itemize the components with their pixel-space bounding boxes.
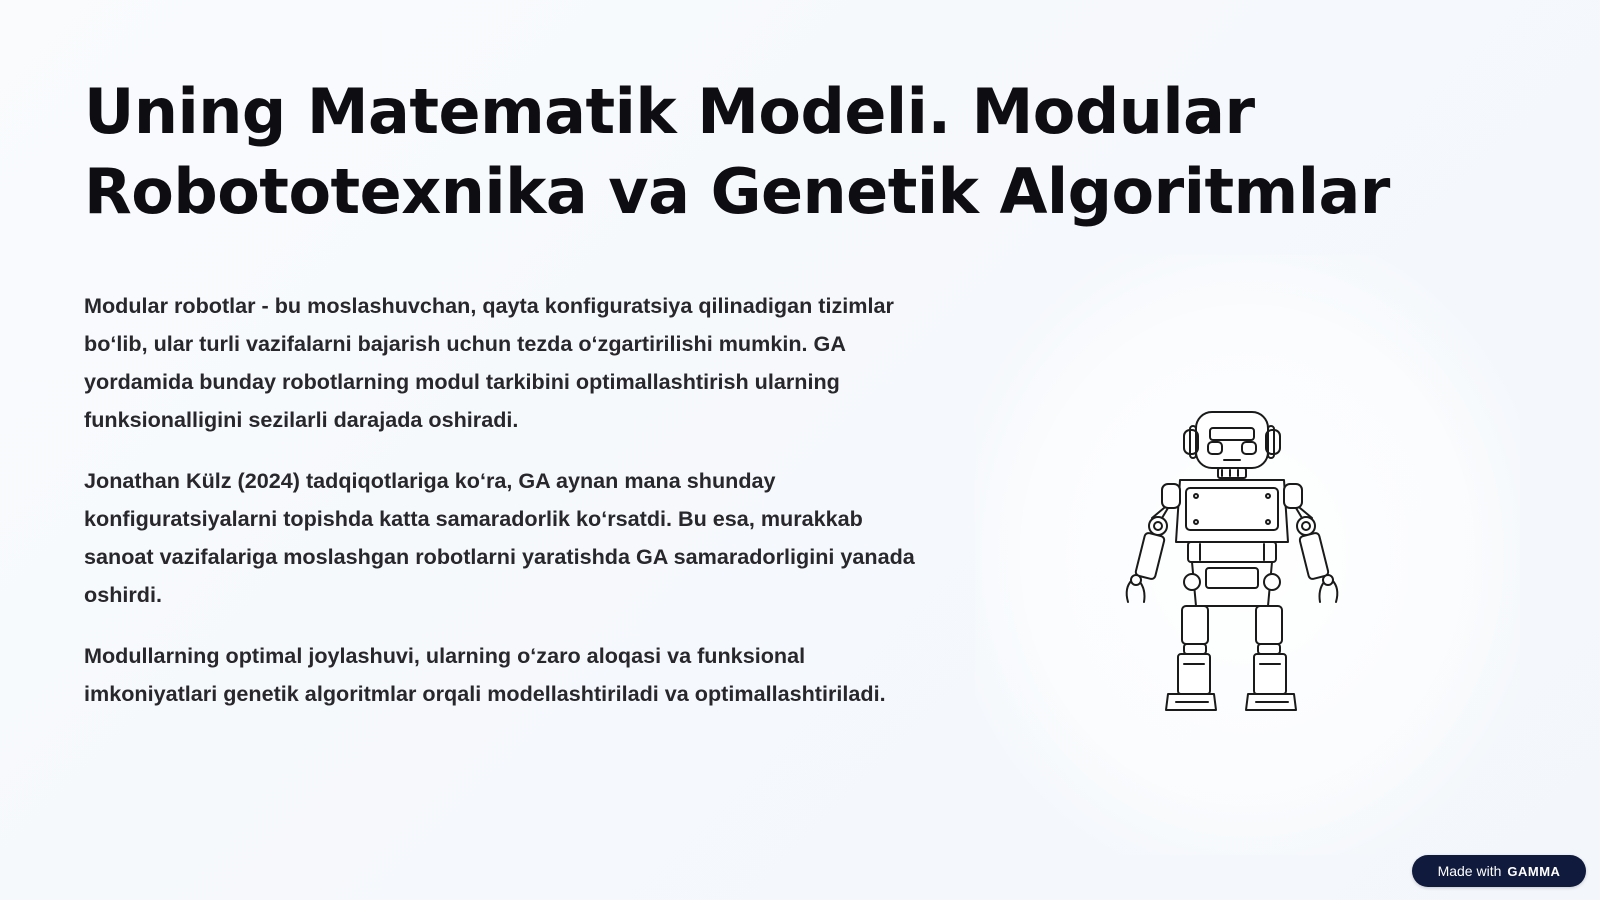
slide-title: Uning Matematik Modeli. Modular Robototexnika va Genetik Algoritmlar	[84, 75, 1390, 228]
made-with-gamma-badge[interactable]	[1412, 855, 1586, 887]
robot-line-art-icon	[1118, 410, 1368, 730]
slide-body	[84, 287, 924, 736]
paragraph-module-optimization: Modullarning optimal joylashuvi, ularning o‘zaro aloqasi va funksional imkoniyatlari genetik algoritmlar orqali modellashtiriladi va optimallashtiriladi.	[84, 643, 886, 706]
gamma-logo: GAMMA	[1507, 863, 1561, 879]
paragraph-kulz-research: Jonathan Külz (2024) tadqiqotlariga ko‘ra, GA aynan mana shunday konfiguratsiyalarni topishda katta samaradorlik ko‘rsatdi. Bu esa, murakkab sanoat vazifalariga moslashgan robotlarni yaratishda GA samaradorligini yanada oshirdi.	[84, 468, 915, 607]
badge-prefix: Made with	[1437, 863, 1502, 879]
paragraph-modular-robots: Modular robotlar - bu moslashuvchan, qayta konfiguratsiya qilinadigan tizimlar bo‘lib, ular turli vazifalarni bajarish uchun tezda o‘zgartirilishi mumkin. GA yordamida bunday robotlarning modul tarkibini optimallashtirish ularning funksionalligini sezilarli darajada oshiradi.	[84, 293, 894, 432]
